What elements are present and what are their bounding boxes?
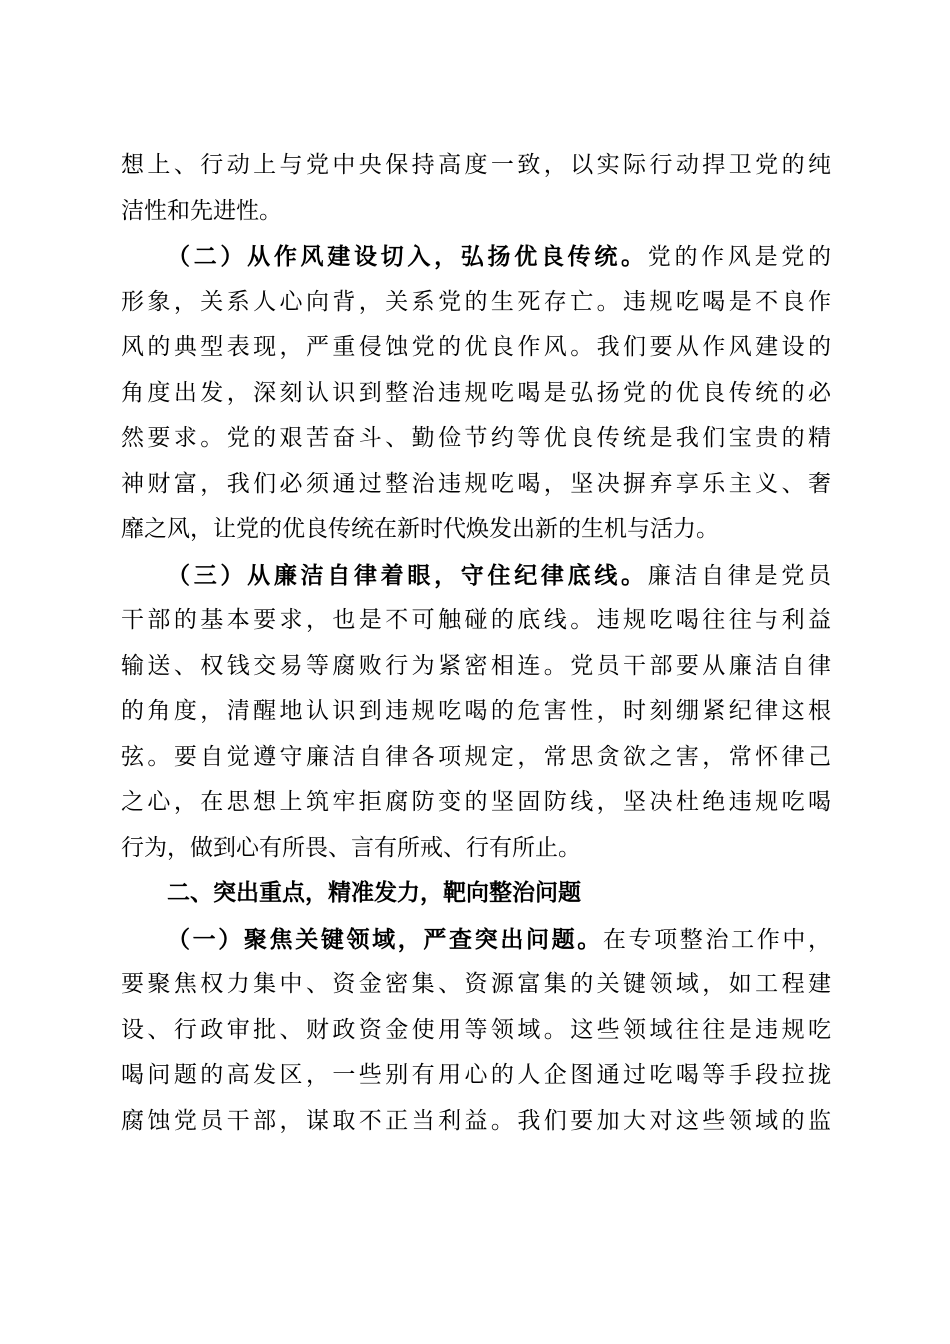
text-line: 弦。要自觉遵守廉洁自律各项规定，常思贪欲之害，常怀律己 [121, 743, 831, 770]
paragraph-first-line-text: 在专项整治工作中， [602, 926, 832, 953]
text-line: 洁性和先进性。 [121, 197, 282, 224]
text-line: 风的典型表现，严重侵蚀党的优良作风。我们要从作风建设的 [121, 334, 831, 360]
text-line: 形象，关系人心向背，关系党的生死存亡。违规吃喝是不良作 [121, 288, 831, 315]
paragraph-first-line [121, 917, 831, 963]
text-line: 想上、行动上与党中央保持高度一致，以实际行动捍卫党的纯 [121, 152, 831, 178]
text-line: 神财富，我们必须通过整治违规吃喝，坚决摒弃享乐主义、奢 [121, 470, 831, 497]
text-line: 要聚焦权力集中、资金密集、资源富集的关键领域，如工程建 [121, 971, 831, 997]
text-line: 输送、权钱交易等腐败行为紧密相连。党员干部要从廉洁自律 [121, 652, 831, 679]
text-line: 行为，做到心有所畏、言有所戒、行有所止。 [121, 834, 581, 861]
text-line: 喝问题的高发区，一些别有用心的人企图通过吃喝等手段拉拢 [121, 1062, 831, 1088]
paragraph-lead: （一）聚焦关键领域，严查突出问题。 [167, 925, 603, 953]
document-body [121, 143, 831, 1144]
text-line: 设、行政审批、财政资金使用等领域。这些领域往往是违规吃 [121, 1016, 831, 1043]
text-line: 腐蚀党员干部，谋取不正当利益。我们要加大对这些领域的监 [121, 1107, 831, 1134]
text-line: 然要求。党的艰苦奋斗、勤俭节约等优良传统是我们宝贵的精 [121, 425, 831, 451]
paragraph-first-line [121, 234, 831, 280]
text-line: 干部的基本要求，也是不可触碰的底线。违规吃喝往往与利益 [121, 607, 831, 633]
paragraph-first-line [121, 553, 831, 599]
text-line: 的角度，清醒地认识到违规吃喝的危害性，时刻绷紧纪律这根 [121, 698, 831, 724]
paragraph-first-line-text: 廉洁自律是党员 [647, 562, 832, 589]
section-heading: 二、突出重点，精准发力，靶向整治问题 [167, 880, 581, 906]
text-line: 之心，在思想上筑牢拒腐防变的坚固防线，坚决杜绝违规吃喝 [121, 789, 831, 815]
paragraph-lead: （三）从廉洁自律着眼，守住纪律底线。 [167, 561, 648, 589]
paragraph-first-line-text: 党的作风是党的 [647, 244, 832, 270]
text-line: 靡之风，让党的优良传统在新时代焕发出新的生机与活力。 [121, 516, 719, 542]
paragraph-lead: （二）从作风建设切入，弘扬优良传统。 [167, 243, 648, 270]
text-line: 角度出发，深刻认识到整治违规吃喝是弘扬党的优良传统的必 [121, 379, 831, 406]
